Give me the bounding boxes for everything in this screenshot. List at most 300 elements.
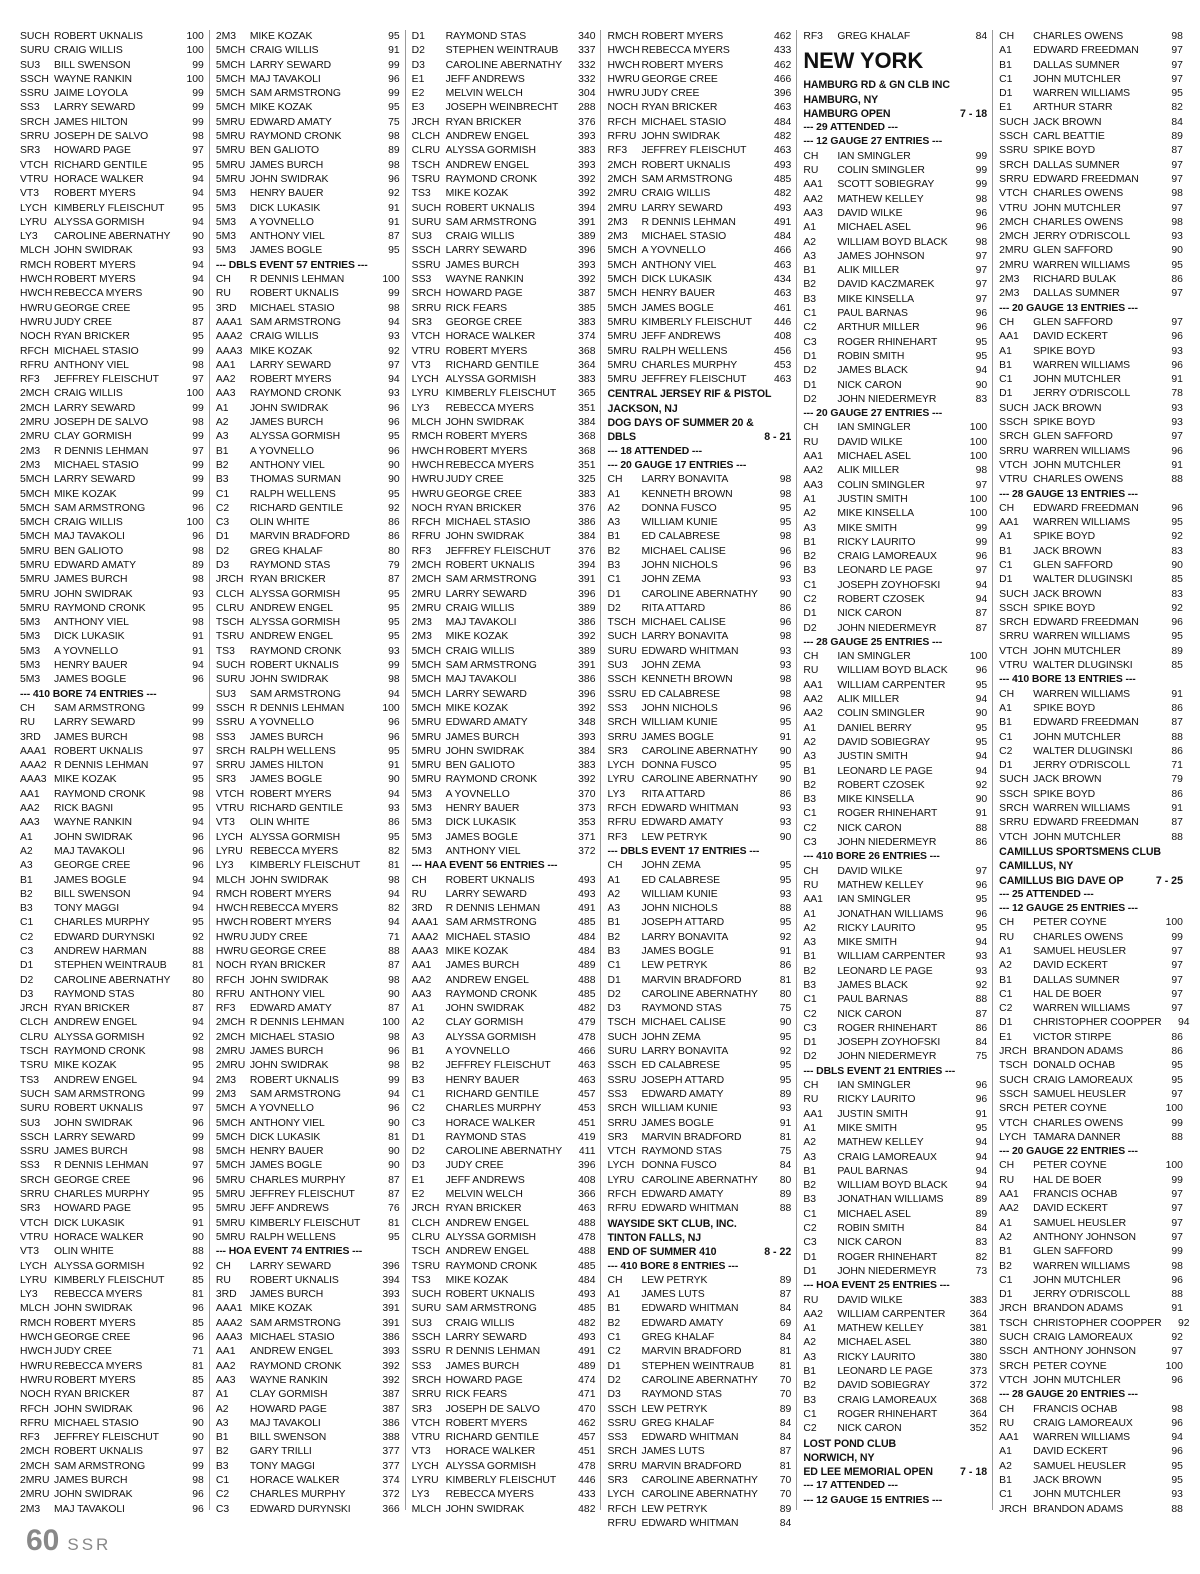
shooter-name: DONNA FUSCO <box>641 760 717 772</box>
shooter-name: JAMES HILTON <box>249 760 324 772</box>
result-row <box>412 545 596 559</box>
class-code: AA2 <box>411 974 432 986</box>
class-code: RU <box>803 1094 819 1106</box>
class-code: 5MCH <box>607 245 637 257</box>
class-code: NOCH <box>607 102 639 114</box>
class-code: SSRU <box>999 145 1029 157</box>
class-code: SSCH <box>999 602 1029 614</box>
score: 453 <box>773 359 792 371</box>
shooter-name: ROBERT UKNALIS <box>249 1274 339 1286</box>
shooter-name: IAN SMINGLER <box>837 150 911 162</box>
score: 94 <box>192 903 204 915</box>
class-code: SRRU <box>20 1189 50 1201</box>
shooter-name: SAMUEL HEUSLER <box>1033 946 1127 957</box>
shooter-name: JEFFREY FLEISCHUT <box>249 1189 355 1201</box>
score: 81 <box>388 860 400 872</box>
event-header-text: --- 28 GAUGE 20 ENTRIES --- <box>999 1389 1138 1401</box>
class-code: 5M3 <box>20 660 41 672</box>
class-code: RFRU <box>607 817 637 829</box>
score: 89 <box>779 1088 792 1100</box>
shooter-name: JOSEPH ZOYHOFSKI <box>837 579 941 591</box>
score: 99 <box>975 150 988 162</box>
shooter-name: MIKE SMITH <box>837 937 897 949</box>
event-header-text: --- 410 BORE 74 ENTRIES --- <box>20 688 157 700</box>
shooter-name: KIMBERLY FLEISCHUT <box>54 202 165 214</box>
result-row <box>803 236 987 250</box>
class-code: SUCH <box>999 1074 1029 1086</box>
score: 84 <box>779 1160 792 1172</box>
shooter-name: DONNA FUSCO <box>641 502 717 514</box>
score: 364 <box>969 1308 988 1320</box>
shooter-name: PAUL BARNAS <box>837 994 908 1006</box>
shooter-name: A YOVNELLO <box>641 245 706 257</box>
result-row <box>999 616 1183 630</box>
score: 97 <box>192 374 204 386</box>
score: 377 <box>382 1460 400 1472</box>
score: 99 <box>388 288 400 300</box>
score: 90 <box>975 379 988 391</box>
result-row <box>412 302 596 316</box>
score: 95 <box>975 350 988 362</box>
score: 87 <box>779 1289 792 1301</box>
shooter-name: SAM ARMSTRONG <box>445 1303 537 1315</box>
score: 95 <box>779 917 792 929</box>
class-code: 5MCH <box>215 73 246 85</box>
result-row <box>803 593 987 607</box>
score: 462 <box>773 59 792 71</box>
shooter-name: EDWARD AMATY <box>54 559 136 571</box>
shooter-name: JAMES BOGLE <box>249 1160 323 1172</box>
result-row <box>216 1503 400 1517</box>
score: 376 <box>578 502 596 514</box>
result-row <box>607 316 791 330</box>
result-row <box>803 164 987 178</box>
shooter-name: MARVIN BRADFORD <box>641 1131 742 1143</box>
score: 332 <box>578 73 596 85</box>
shooter-name: CHARLES OWENS <box>1033 1117 1124 1129</box>
class-code: AA3 <box>803 479 823 491</box>
class-code: TS3 <box>20 1074 40 1086</box>
shooter-name: NICK CARON <box>837 608 902 620</box>
score: 73 <box>975 1265 988 1277</box>
shooter-name: A YOVNELLO <box>54 645 119 657</box>
result-row <box>412 659 596 673</box>
score: 96 <box>192 1403 204 1415</box>
result-row <box>216 1217 400 1231</box>
result-row <box>803 421 987 435</box>
class-code: 5M3 <box>20 645 41 657</box>
shooter-name: SAM ARMSTRONG <box>249 1317 341 1329</box>
class-code: TSCH <box>20 1046 49 1058</box>
shooter-name: CAROLINE ABERNATHY <box>641 1174 758 1186</box>
score: 88 <box>1171 831 1183 843</box>
shooter-name: JAMES BOGLE <box>445 831 518 843</box>
class-code: C3 <box>20 946 34 957</box>
shooter-name: EDWARD WHITMAN <box>641 1432 739 1444</box>
class-code: D2 <box>803 365 817 377</box>
result-row <box>216 473 400 487</box>
score: 95 <box>779 1074 792 1086</box>
result-row <box>412 116 596 130</box>
score: 96 <box>192 831 204 843</box>
score: 98 <box>1171 31 1183 42</box>
result-row <box>412 902 596 916</box>
class-code: B1 <box>999 359 1012 371</box>
shooter-name: SPIKE BOYD <box>1033 417 1096 429</box>
score: 411 <box>578 1146 596 1158</box>
result-row <box>607 302 791 316</box>
class-code: LYRU <box>411 388 439 400</box>
score: 393 <box>578 731 596 743</box>
result-row <box>999 716 1183 730</box>
class-code: B3 <box>803 1194 817 1206</box>
result-row <box>999 1131 1183 1145</box>
result-row <box>20 387 204 401</box>
shooter-name: JEFFREY FLEISCHUT <box>445 545 551 557</box>
shooter-name: DAVID ECKERT <box>1033 960 1108 972</box>
result-row <box>412 459 596 473</box>
shooter-name: SAMUEL HEUSLER <box>1033 1460 1127 1472</box>
shooter-name: ANDREW ENGEL <box>54 1074 138 1086</box>
class-code: 2MRU <box>20 431 50 443</box>
score: 451 <box>578 1117 596 1129</box>
score: 482 <box>773 188 792 200</box>
class-code: 5M3 <box>411 788 432 800</box>
score: 98 <box>779 488 792 500</box>
result-row <box>412 959 596 973</box>
class-code: B1 <box>215 445 229 457</box>
class-code: B1 <box>999 717 1012 729</box>
event-header-text: --- 410 BORE 8 ENTRIES --- <box>607 1260 739 1272</box>
result-row <box>20 759 204 773</box>
score: 92 <box>388 188 400 200</box>
shooter-name: CARL BEATTIE <box>1033 131 1105 143</box>
score: 89 <box>1171 131 1183 143</box>
shooter-name: DICK LUKASIK <box>54 631 125 643</box>
result-row <box>216 416 400 430</box>
result-row <box>803 264 987 278</box>
shooter-name: BILL SWENSON <box>54 59 131 71</box>
score: 97 <box>1171 1346 1183 1358</box>
shooter-name: JAMES BURCH <box>54 574 128 586</box>
shooter-name: LARRY SEWARD <box>445 1332 527 1344</box>
shooter-name: ROBERT UKNALIS <box>249 288 339 300</box>
score: 88 <box>1171 474 1183 486</box>
class-code: SU3 <box>411 231 432 243</box>
event-header-text: --- DBLS EVENT 21 ENTRIES --- <box>803 1065 956 1077</box>
result-row <box>803 450 987 464</box>
result-row <box>412 716 596 730</box>
result-row <box>412 101 596 115</box>
class-code: HWCH <box>411 445 444 457</box>
result-row <box>20 244 204 258</box>
score: 408 <box>578 1174 596 1186</box>
shooter-name: SAM ARMSTRONG <box>249 688 341 700</box>
class-code: 2M3 <box>999 288 1020 300</box>
score: 86 <box>388 817 400 829</box>
class-code: 2MCH <box>607 159 637 171</box>
score: 83 <box>975 393 988 405</box>
shooter-name: ALYSSA GORMISH <box>54 1260 145 1272</box>
class-code: AA2 <box>215 374 236 386</box>
class-code: A2 <box>215 1403 229 1415</box>
shooter-name: JEFFREY FLEISCHUT <box>54 1432 159 1444</box>
class-code: 5MRU <box>215 1174 246 1186</box>
club-header <box>803 1451 987 1465</box>
shooter-name: ROBERT CZOSEK <box>837 593 925 605</box>
score: 93 <box>975 965 988 977</box>
score: 451 <box>578 1446 596 1458</box>
shooter-name: BEN GALIOTO <box>445 760 515 772</box>
event-header <box>999 1145 1183 1159</box>
shooter-name: JOHN MUTCHLER <box>1033 1374 1121 1386</box>
score: 87 <box>779 1446 792 1458</box>
result-row <box>20 416 204 430</box>
result-row <box>216 1202 400 1216</box>
shooter-name: CHRISTOPHER COOPPER <box>1033 1317 1162 1329</box>
class-code: B2 <box>20 888 33 900</box>
class-code: D2 <box>215 545 230 557</box>
score: 96 <box>388 445 400 457</box>
score: 94 <box>192 1017 204 1029</box>
shooter-name: KIMBERLY FLEISCHUT <box>249 1217 361 1229</box>
score: 99 <box>192 1088 204 1100</box>
class-code: LYCH <box>20 202 47 214</box>
class-code: AAA1 <box>215 316 243 328</box>
score: 95 <box>1171 1460 1183 1472</box>
result-row <box>999 473 1183 487</box>
score: 82 <box>388 903 400 915</box>
result-row <box>216 30 400 44</box>
shooter-name: DICK LUKASIK <box>249 1131 321 1143</box>
class-code: RU <box>999 1174 1015 1186</box>
result-row <box>216 731 400 745</box>
result-row <box>999 1102 1183 1116</box>
class-code: AA2 <box>215 1360 236 1372</box>
shooter-name: CRAIG LAMOREAUX <box>837 551 937 563</box>
score: 392 <box>382 1360 400 1372</box>
score: 84 <box>975 31 988 42</box>
class-code: SSCH <box>999 788 1029 800</box>
event-header <box>999 302 1183 316</box>
result-row <box>20 159 204 173</box>
result-row <box>20 502 204 516</box>
class-code: 2MCH <box>607 173 637 185</box>
class-code: SRRU <box>999 631 1029 643</box>
score: 466 <box>773 73 792 85</box>
shooter-name: ROGER RHINEHART <box>837 1251 938 1263</box>
class-code: MLCH <box>20 1303 50 1315</box>
shooter-name: WAYNE RANKIN <box>54 73 132 85</box>
class-code: D1 <box>803 379 817 391</box>
score: 485 <box>578 1303 596 1315</box>
class-code: C1 <box>999 1274 1013 1286</box>
shooter-name: ANDREW ENGEL <box>445 1246 529 1258</box>
score: 493 <box>578 1289 596 1301</box>
shooter-name: CRAIG WILLIS <box>249 45 319 57</box>
shooter-name: ROBERT MYERS <box>641 59 724 71</box>
result-row <box>803 1136 987 1150</box>
class-code: SRCH <box>999 803 1029 815</box>
result-row <box>999 802 1183 816</box>
class-code: CLRU <box>20 1031 49 1043</box>
class-code: AA1 <box>999 1189 1019 1201</box>
result-row <box>216 688 400 702</box>
score: 98 <box>779 674 792 686</box>
result-row <box>20 202 204 216</box>
result-row <box>20 1117 204 1131</box>
shooter-name: MELVIN WELCH <box>445 1189 523 1201</box>
class-code: AA1 <box>999 331 1019 343</box>
shooter-name: JOHN MUTCHLER <box>1033 202 1121 214</box>
score: 97 <box>975 279 988 291</box>
class-code: 2M3 <box>999 274 1020 286</box>
score: 94 <box>192 173 204 185</box>
shooter-name: JAMES BOGLE <box>249 774 323 786</box>
shooter-name: WARREN WILLIAMS <box>1033 517 1130 529</box>
shooter-name: RITA ATTARD <box>641 788 706 800</box>
result-row <box>607 373 791 387</box>
result-row <box>607 1317 791 1331</box>
class-code: RU <box>215 288 231 300</box>
score: 94 <box>975 1137 988 1149</box>
result-row <box>216 488 400 502</box>
score: 90 <box>1171 245 1183 257</box>
result-row <box>999 659 1183 673</box>
score: 95 <box>1171 88 1183 100</box>
result-row <box>412 1202 596 1216</box>
shooter-name: MIKE KOZAK <box>54 1060 117 1072</box>
shooter-name: MELVIN WELCH <box>445 88 523 100</box>
score: 456 <box>773 345 792 357</box>
score: 393 <box>578 259 596 271</box>
class-code: A2 <box>607 502 621 514</box>
result-row <box>20 1031 204 1045</box>
shooter-name: ROBERT UKNALIS <box>445 1289 535 1301</box>
shooter-name: JAMES BLACK <box>837 365 908 377</box>
result-row <box>607 1174 791 1188</box>
class-code: 2M3 <box>411 631 432 643</box>
result-row <box>412 1302 596 1316</box>
class-code: SSRU <box>20 1146 49 1158</box>
score: 485 <box>578 917 596 929</box>
result-row <box>803 564 987 578</box>
shooter-name: JUDY CREE <box>641 88 700 100</box>
result-row <box>999 530 1183 544</box>
result-row <box>216 173 400 187</box>
result-row <box>216 1331 400 1345</box>
class-code: 5M3 <box>411 803 432 815</box>
result-row <box>20 659 204 673</box>
result-row <box>803 321 987 335</box>
shooter-name: RICHARD GENTILE <box>249 502 344 514</box>
event-header-text: --- 28 GAUGE 13 ENTRIES --- <box>999 488 1138 500</box>
result-row <box>216 216 400 230</box>
result-row <box>412 888 596 902</box>
shooter-name: HENRY BAUER <box>445 803 520 815</box>
score: 393 <box>382 1346 400 1358</box>
score: 95 <box>1171 1474 1183 1486</box>
result-row <box>20 1217 204 1231</box>
club-header <box>607 430 791 444</box>
result-row <box>803 765 987 779</box>
class-code: AA1 <box>803 1108 823 1120</box>
result-row <box>20 130 204 144</box>
score: 96 <box>779 559 792 571</box>
score: 96 <box>975 1094 988 1106</box>
score: 99 <box>192 116 204 128</box>
result-row <box>412 1503 596 1517</box>
score: 383 <box>578 316 596 328</box>
class-code: SR3 <box>607 1474 628 1486</box>
score: 493 <box>773 202 792 214</box>
shooter-name: PETER COYNE <box>1033 1103 1107 1115</box>
shooter-name: HENRY BAUER <box>249 188 324 200</box>
score: 457 <box>578 1432 596 1444</box>
result-row <box>20 573 204 587</box>
result-row <box>412 1445 596 1459</box>
shooter-name: LEW PETRYK <box>641 960 708 972</box>
score: 396 <box>578 1160 596 1172</box>
shooter-name: MIKE KOZAK <box>249 102 313 114</box>
score: 70 <box>779 1474 792 1486</box>
result-row <box>412 1274 596 1288</box>
class-code: SS3 <box>20 102 40 114</box>
result-row <box>999 502 1183 516</box>
class-code: C1 <box>999 374 1013 386</box>
class-code: C1 <box>411 1088 425 1100</box>
result-row <box>607 1202 791 1216</box>
score: 81 <box>388 1131 400 1143</box>
result-row <box>803 650 987 664</box>
result-row <box>607 659 791 673</box>
class-code: CH <box>999 31 1015 42</box>
shooter-name: R DENNIS LEHMAN <box>249 702 345 714</box>
score: 100 <box>186 31 204 42</box>
result-row <box>412 516 596 530</box>
score: 94 <box>975 751 988 763</box>
score: 99 <box>388 59 400 71</box>
result-row <box>999 974 1183 988</box>
score: 86 <box>388 531 400 543</box>
score: 491 <box>578 1346 596 1358</box>
class-code: 2M3 <box>20 1503 41 1515</box>
class-code: LYCH <box>607 760 635 772</box>
result-row <box>216 1231 400 1245</box>
result-row <box>607 216 791 230</box>
result-row <box>607 359 791 373</box>
score: 377 <box>382 1446 400 1458</box>
shooter-name: REBECCA MYERS <box>445 1489 534 1501</box>
shooter-name: JAMES BURCH <box>445 731 520 743</box>
result-row <box>412 1031 596 1045</box>
class-code: LY3 <box>20 1289 38 1301</box>
class-code: HWRU <box>607 88 640 100</box>
result-row <box>20 1417 204 1431</box>
result-row <box>803 550 987 564</box>
class-code: VTCH <box>411 331 440 343</box>
shooter-name: MIKE KOZAK <box>54 488 117 500</box>
score: 484 <box>578 946 596 957</box>
class-code: AA2 <box>803 193 823 205</box>
class-code: TSCH <box>607 1017 636 1029</box>
class-code: 5M3 <box>215 216 237 228</box>
score: 96 <box>975 322 988 334</box>
class-code: E1 <box>411 1174 425 1186</box>
class-code: SRRU <box>999 445 1029 457</box>
shooter-name: CAROLINE ABERNATHY <box>54 974 171 986</box>
score: 493 <box>578 888 596 900</box>
